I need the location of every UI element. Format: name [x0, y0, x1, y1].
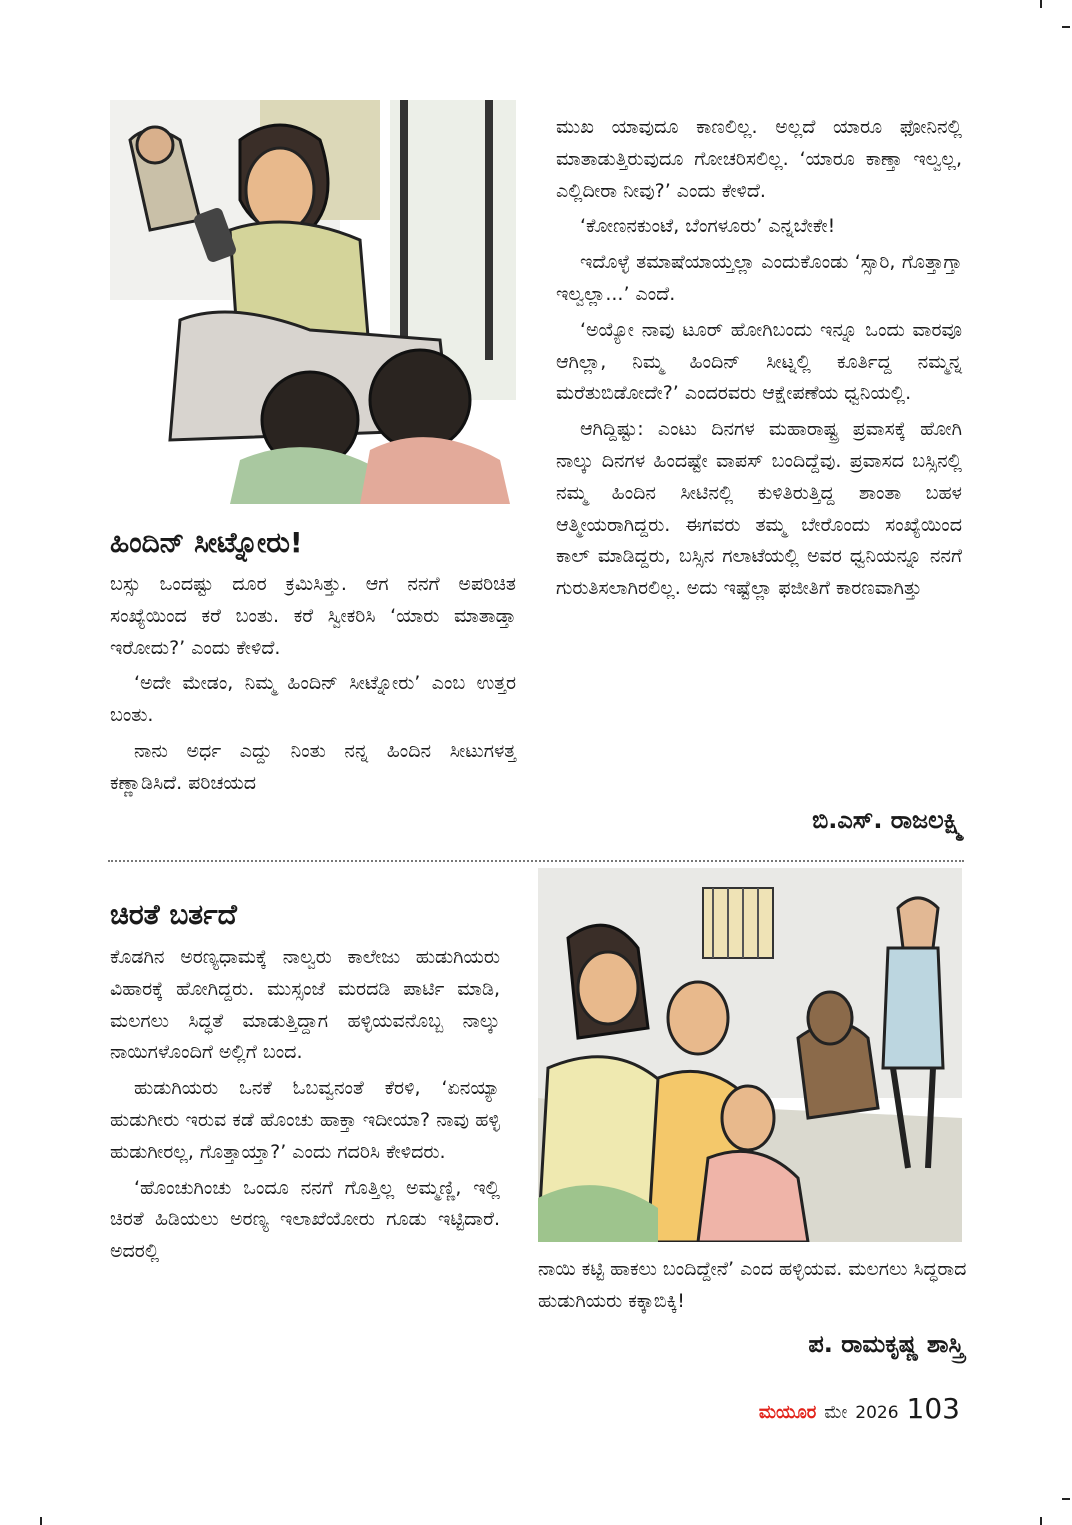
- bus-cartoon-illustration: [110, 100, 516, 504]
- crop-mark: [1040, 1517, 1042, 1525]
- crop-mark: [1040, 0, 1042, 8]
- forest-cartoon-illustration: [538, 868, 962, 1242]
- illustration-caption: ನಾಯಿ ಕಟ್ಟಿ ಹಾಕಲು ಬಂದಿದ್ದೇನೆ’ ಎಂದ ಹಳ್ಳಿಯವ. ಮಲಗಲು ಸಿದ್ಧರಾದ ಹುಡುಗಿಯರು ಕಕ್ಕಾಬಿಕ್ಕಿ!: [538, 1258, 967, 1312]
- story-title: ಚಿರತೆ ಬರ್ತದೆ: [110, 898, 237, 931]
- story-text-left-column: [110, 569, 516, 804]
- paragraph: ‘ಹೊಂಚುಗಿಂಚು ಒಂದೂ ನನಗೆ ಗೊತ್ತಿಲ್ಲ ಅಮ್ಮಣ್ಣಿ, ಇಲ್ಲಿ ಚಿರತೆ ಹಿಡಿಯಲು ಅರಣ್ಯ ಇಲಾಖೆಯೋರು ಗೂಡು ಇಟ್ಟಿದಾರೆ. ಅದರಲ್ಲಿ: [110, 1176, 500, 1263]
- page-number: 103: [906, 1392, 960, 1425]
- paragraph: ಹುಡುಗಿಯರು ಒನಕೆ ಓಬವ್ವನಂತೆ ಕೆರಳಿ, ‘ಏನಯ್ಯಾ ಹುಡುಗೀರು ಇರುವ ಕಡೆ ಹೊಂಚು ಹಾಕ್ತಾ ಇದೀಯಾ? ನಾವು ಹಳ್ಳಿ ಹುಡುಗೀರಲ್ಲ, ಗೊತ್ತಾಯ್ತಾ?’ ಎಂದು ಗದರಿಸಿ ಕೇಳಿದರು.: [110, 1077, 500, 1163]
- paragraph: ಆಗಿದ್ದಿಷ್ಟು: ಎಂಟು ದಿನಗಳ ಮಹಾರಾಷ್ಟ್ರ ಪ್ರವಾಸಕ್ಕೆ ಹೋಗಿ ನಾಲ್ಕು ದಿನಗಳ ಹಿಂದಷ್ಟೇ ವಾಪಸ್ ಬಂದಿದ್ದೆವು. ಪ್ರವಾಸದ ಬಸ್ಸಿನಲ್ಲಿ ನಮ್ಮ ಹಿಂದಿನ ಸೀಟಿನಲ್ಲಿ ಕುಳಿತಿರುತ್ತಿದ್ದ ಶಾಂತಾ ಬಹಳ ಆತ್ಮೀಯರಾಗಿದ್ದರು. ಈಗವರು ತಮ್ಮ ಬೇರೊಂದು ಸಂಖ್ಯೆಯಿಂದ ಕಾಲ್ ಮಾಡಿದ್ದರು, ಬಸ್ಸಿನ ಗಲಾಟೆಯಲ್ಲಿ ಅವರ ಧ್ವನಿಯನ್ನೂ ನನಗೆ ಗುರುತಿಸಲಾಗಿರಲಿಲ್ಲ. ಅದು ಇಷ್ಟೆಲ್ಲಾ ಫಜೀತಿಗೆ ಕಾರಣವಾಗಿತ್ತು: [556, 418, 962, 600]
- paragraph: ಬಸ್ಸು ಒಂದಷ್ಟು ದೂರ ಕ್ರಮಿಸಿತ್ತು. ಆಗ ನನಗೆ ಅಪರಿಚಿತ ಸಂಖ್ಯೆಯಿಂದ ಕರೆ ಬಂತು. ಕರೆ ಸ್ವೀಕರಿಸಿ ‘ಯಾರು ಮಾತಾಡ್ತಾ ಇರೋದು?’ ಎಂದು ಕೇಳಿದೆ.: [110, 573, 516, 659]
- paragraph: ‘ಕೋಣನಕುಂಟೆ, ಬೆಂಗಳೂರು’ ಎನ್ನಬೇಕೇ!: [580, 215, 836, 238]
- crop-mark: [1062, 1498, 1070, 1500]
- paragraph: ನಾನು ಅರ್ಧ ಎದ್ದು ನಿಂತು ನನ್ನ ಹಿಂದಿನ ಸೀಟುಗಳತ್ತ ಕಣ್ಣಾಡಿಸಿದೆ. ಪರಿಚಯದ: [110, 739, 516, 794]
- paragraph: ಕೊಡಗಿನ ಅರಣ್ಯಧಾಮಕ್ಕೆ ನಾಲ್ವರು ಕಾಲೇಜು ಹುಡುಗಿಯರು ವಿಹಾರಕ್ಕೆ ಹೋಗಿದ್ದರು. ಮುಸ್ಸಂಜೆ ಮರದಡಿ ಪಾರ್ಟಿ ಮಾಡಿ, ಮಲಗಲು ಸಿದ್ಧತೆ ಮಾಡುತ್ತಿದ್ದಾಗ ಹಳ್ಳಿಯವನೊಬ್ಬ ನಾಲ್ಕು ನಾಯಿಗಳೊಂದಿಗೆ ಅಲ್ಲಿಗೆ ಬಂದ.: [110, 946, 500, 1064]
- issue-month: ಮೇ: [824, 1402, 848, 1423]
- paragraph: ಮುಖ ಯಾವುದೂ ಕಾಣಲಿಲ್ಲ. ಅಲ್ಲದೆ ಯಾರೂ ಫೋನಿನಲ್ಲಿ ಮಾತಾಡುತ್ತಿರುವುದೂ ಗೋಚರಿಸಲಿಲ್ಲ. ‘ಯಾರೂ ಕಾಣ್ತಾ ಇಲ್ವಲ್ಲ, ಎಲ್ಲಿದೀರಾ ನೀವು?’ ಎಂದು ಕೇಳಿದೆ.: [556, 116, 962, 202]
- crop-mark: [1062, 26, 1070, 28]
- paragraph: ‘ಅಯ್ಯೋ ನಾವು ಟೂರ್ ಹೋಗಿಬಂದು ಇನ್ನೂ ಒಂದು ವಾರವೂ ಆಗಿಲ್ಲಾ, ನಿಮ್ಮ ಹಿಂದಿನ್ ಸೀಟ್ನಲ್ಲಿ ಕೂರ್ತಿದ್ದ ನಮ್ಮನ್ನ ಮರೆತುಬಿಡೋದೇ?’ ಎಂದರವರು ಆಕ್ಷೇಪಣೆಯ ಧ್ವನಿಯಲ್ಲಿ.: [556, 318, 962, 405]
- page-footer: [759, 1392, 960, 1425]
- story-title: ಹಿಂದಿನ್ ಸೀಟ್ನೋರು!: [110, 526, 303, 559]
- crop-mark: [40, 1517, 42, 1525]
- magazine-logo: ಮಯೂರ: [758, 1402, 817, 1423]
- story-text-right-column: [556, 112, 962, 609]
- paragraph: ‘ಅದೇ ಮೇಡಂ, ನಿಮ್ಮ ಹಿಂದಿನ್ ಸೀಟ್ನೋರು’ ಎಂಬ ಉತ್ತರ ಬಂತು.: [110, 672, 516, 727]
- section-divider: [108, 860, 964, 862]
- story-text-left-column: [110, 942, 500, 1272]
- author-name: ಪ. ರಾಮಕೃಷ್ಣ ಶಾಸ್ತ್ರಿ: [808, 1330, 964, 1358]
- author-name: ಬಿ.ಎಸ್. ರಾಜಲಕ್ಷ್ಮಿ: [812, 806, 964, 834]
- paragraph: ಇದೊಳ್ಳೆ ತಮಾಷೆಯಾಯ್ತಲ್ಲಾ ಎಂದುಕೊಂಡು ‘ಸ್ಸಾರಿ, ಗೊತ್ತಾಗ್ತಾ ಇಲ್ವಲ್ಲಾ...’ ಎಂದೆ.: [556, 251, 962, 305]
- issue-year: 2026: [855, 1403, 899, 1423]
